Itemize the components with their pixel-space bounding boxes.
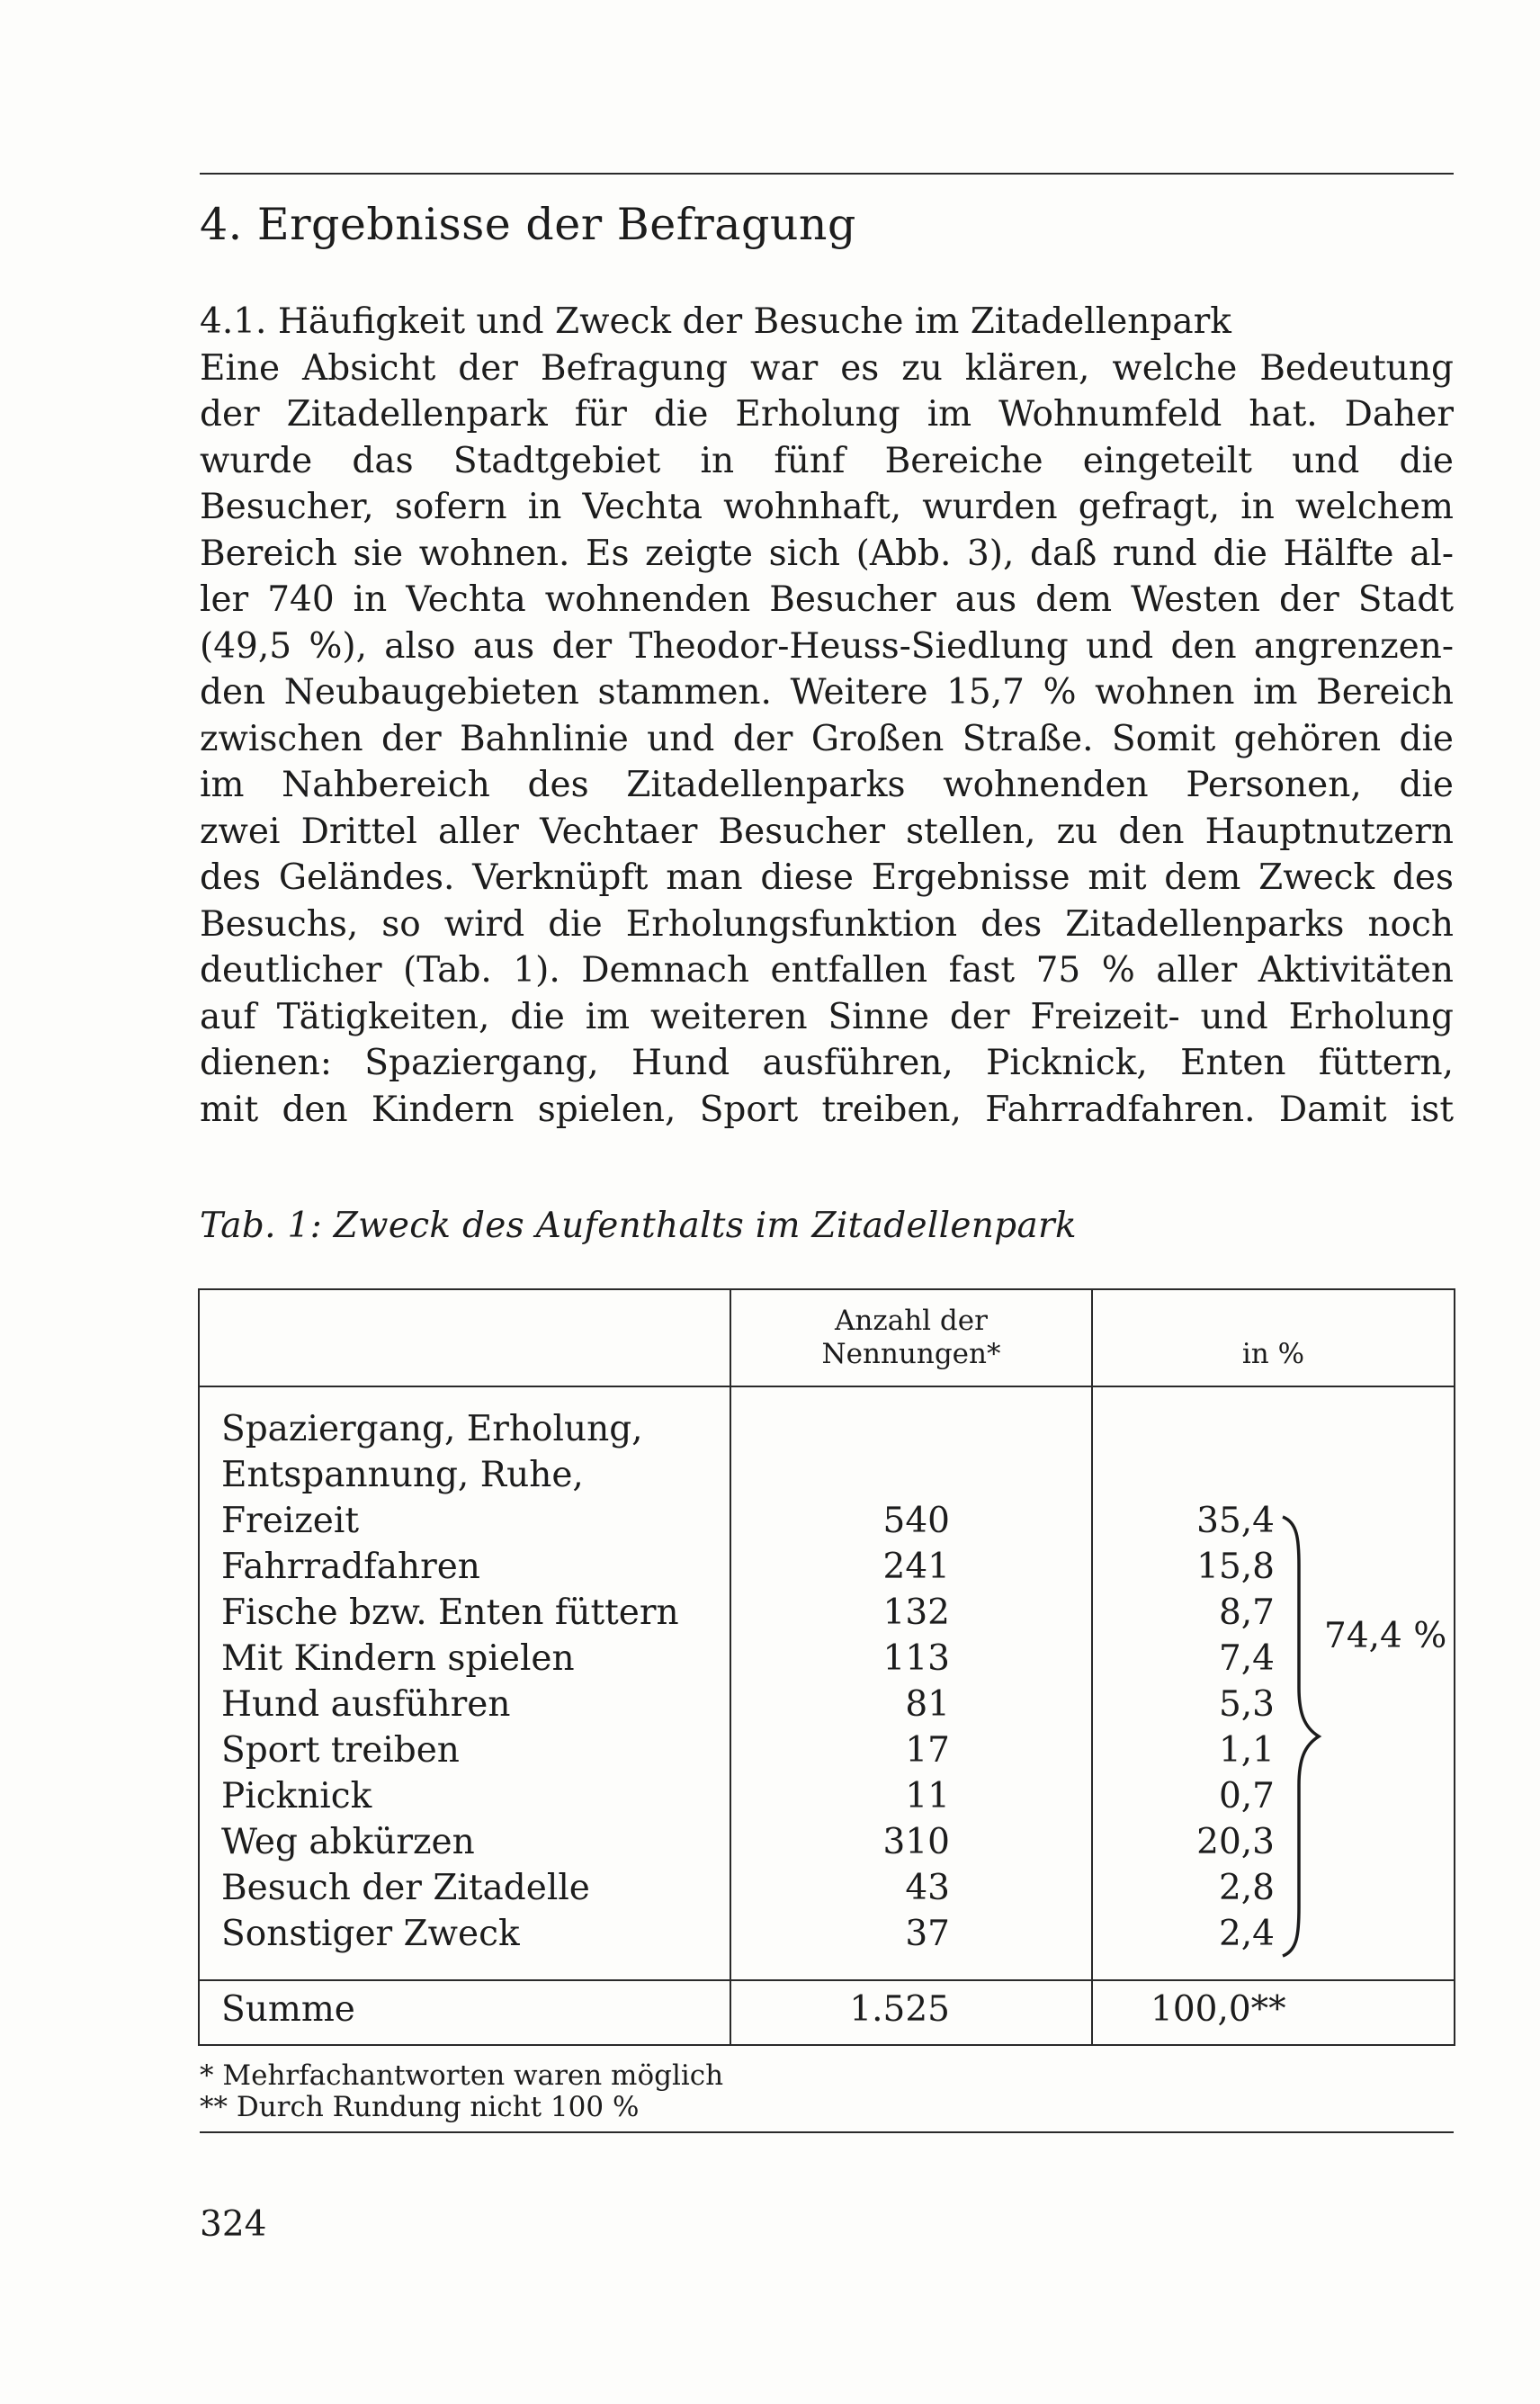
table-row-percent: 15,8 [1196, 1547, 1275, 1587]
table-row-percent: 35,4 [1196, 1501, 1275, 1541]
table-row-count: 81 [905, 1684, 950, 1725]
body-text [200, 299, 1454, 1133]
text-line: mit den Kindern spielen, Sport treiben, Fahrradfahren. Damit ist [200, 1089, 1454, 1130]
text-line: den Neubaugebieten stammen. Weitere 15,7 % wohnen im Bereich [200, 672, 1454, 713]
table-column-divider [730, 1290, 731, 2044]
table-row-label: Weg abkürzen [221, 1822, 475, 1862]
table-row-percent: 7,4 [1218, 1638, 1275, 1679]
text-line: der Zitadellenpark für die Erholung im Wohnumfeld hat. Daher [200, 394, 1454, 435]
text-line: Bereich sie wohnen. Es zeigte sich (Abb. 3), daß rund die Hälfte al- [200, 533, 1454, 574]
table-sum-divider [200, 1979, 1454, 1981]
text-line: im Nahbereich des Zitadellenparks wohnenden Personen, die [200, 765, 1454, 805]
table-row-count: 540 [882, 1501, 950, 1541]
footnote: ** Durch Rundung nicht 100 % [200, 2091, 640, 2123]
subsection-heading: 4.1. Häufigkeit und Zweck der Besuche im Zitadellenpark [200, 301, 1231, 342]
table-row-percent: 5,3 [1218, 1684, 1275, 1725]
table-row-percent: 8,7 [1218, 1592, 1275, 1633]
curly-brace-icon [1277, 1511, 1331, 1961]
table-row-count: 310 [882, 1822, 950, 1862]
group-total-percent: 74,4 % [1324, 1616, 1447, 1656]
table-row-label: Fahrradfahren [221, 1547, 480, 1587]
table-row-count: 241 [882, 1547, 950, 1587]
table-row-percent: 0,7 [1218, 1776, 1275, 1816]
table-row-label: Sonstiger Zweck [221, 1914, 520, 1954]
row-label-continuation: Spaziergang, Erholung, [221, 1409, 643, 1449]
table-row-percent: 1,1 [1218, 1730, 1275, 1771]
text-line: wurde das Stadtgebiet in fünf Bereiche eingeteilt und die [200, 440, 1454, 481]
table-row-label: Hund ausführen [221, 1684, 511, 1725]
text-line: Besucher, sofern in Vechta wohnhaft, wurden gefragt, in welchem [200, 487, 1454, 527]
table-row-percent: 2,4 [1218, 1914, 1275, 1954]
table-row-count: 113 [882, 1638, 950, 1679]
text-line: Eine Absicht der Befragung war es zu klären, welche Bedeutung [200, 347, 1454, 389]
top-rule [200, 173, 1454, 175]
table-row-label: Sport treiben [221, 1730, 460, 1771]
table-row-count: 43 [905, 1868, 950, 1908]
text-line: (49,5 %), also aus der Theodor-Heuss-Siedlung und den angrenzen- [200, 625, 1454, 667]
table-row-count: 132 [882, 1592, 950, 1633]
table-row-label: Picknick [221, 1776, 372, 1816]
sum-label: Summe [221, 1989, 355, 2030]
sum-count: 1.525 [849, 1989, 950, 2030]
text-line: deutlicher (Tab. 1). Demnach entfallen fast 75 % aller Aktivitäten [200, 950, 1454, 991]
row-label-continuation: Entspannung, Ruhe, [221, 1455, 584, 1495]
footnote: * Mehrfachantworten waren möglich [200, 2059, 724, 2092]
text-line: zwei Drittel aller Vechtaer Besucher stellen, zu den Hauptnutzern [200, 811, 1454, 852]
table-row-count: 17 [905, 1730, 950, 1771]
table-caption: Tab. 1: Zweck des Aufenthalts im Zitadellenpark [200, 1206, 1077, 1246]
bottom-rule [200, 2131, 1454, 2133]
text-line: des Geländes. Verknüpft man diese Ergebnisse mit dem Zweck des [200, 857, 1454, 898]
header-percent: in % [1241, 1338, 1305, 1370]
text-line: Besuchs, so wird die Erholungsfunktion des Zitadellenparks noch [200, 903, 1454, 945]
text-line: zwischen der Bahnlinie und der Großen Straße. Somit gehören die [200, 718, 1454, 759]
table-row-count: 37 [905, 1914, 950, 1954]
header-count: Anzahl der Nennungen* [821, 1305, 1001, 1370]
section-title: 4. Ergebnisse der Befragung [200, 199, 856, 250]
table-row-label: Besuch der Zitadelle [221, 1868, 590, 1908]
sum-percent: 100,0** [1151, 1989, 1286, 2030]
text-line: dienen: Spaziergang, Hund ausführen, Picknick, Enten füttern, [200, 1043, 1454, 1083]
purpose-table [198, 1288, 1455, 2046]
text-line: auf Tätigkeiten, die im weiteren Sinne der Freizeit- und Erholung [200, 996, 1454, 1037]
page-number: 324 [200, 2204, 267, 2245]
table-row-label: Fische bzw. Enten füttern [221, 1592, 679, 1633]
table-header-divider [200, 1386, 1454, 1387]
table-row-percent: 20,3 [1196, 1822, 1275, 1862]
table-row-label: Mit Kindern spielen [221, 1638, 575, 1679]
table-row-label: Freizeit [221, 1501, 360, 1541]
table-row-count: 11 [905, 1776, 950, 1816]
table-row-percent: 2,8 [1218, 1868, 1275, 1908]
text-line: ler 740 in Vechta wohnenden Besucher aus dem Westen der Stadt [200, 579, 1454, 620]
